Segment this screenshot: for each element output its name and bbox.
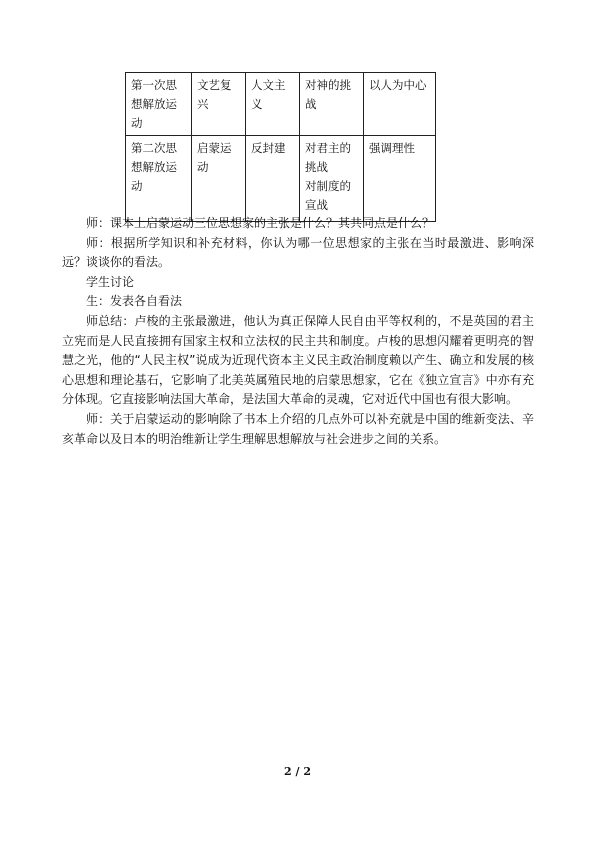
- comparison-table-container: [125, 72, 436, 222]
- table-cell: 反封建: [246, 136, 300, 222]
- table-cell: 对君主的挑战 对制度的宣战: [300, 136, 364, 222]
- table-cell: 文艺复兴: [192, 73, 246, 136]
- comparison-table: [125, 72, 436, 222]
- paragraph-student-response: 生：发表各自看法: [86, 294, 183, 309]
- table-cell: 对神的挑战: [300, 73, 364, 136]
- paragraph-teacher-question-2: 师：根据所学知识和补充材料，你认为哪一位思想家的主张在当时最激进、影响深远？谈谈你的看法。: [62, 235, 534, 270]
- table-cell: 启蒙运动: [192, 136, 246, 222]
- table-cell: 第一次思想解放运动: [126, 73, 192, 136]
- table-row: [126, 73, 436, 136]
- table-cell: 以人为中心: [364, 73, 436, 136]
- body-text: [62, 214, 534, 449]
- paragraph-teacher-supplement: 师：关于启蒙运动的影响除了书本上介绍的几点外可以补充就是中国的维新变法、辛亥革命以及日本的明治维新让学生理解思想解放与社会进步之间的关系。: [62, 411, 534, 446]
- paragraph-teacher-question-1: 师：课本上启蒙运动三位思想家的主张是什么？其共同点是什么？: [86, 216, 435, 230]
- table-cell: 人文主义: [246, 73, 300, 136]
- page-number: 2 / 2: [284, 765, 311, 778]
- paragraph-student-discussion: 学生讨论: [86, 274, 135, 289]
- table-row: [126, 136, 436, 222]
- paragraph-teacher-summary: 师总结：卢梭的主张最激进，他认为真正保障人民自由平等权利的，不是英国的君主立宪而是人民直接拥有国家主权和立法权的民主共和制度。卢梭的思想闪耀着更明亮的智慧之光，他的“人民主权”说成为近现代资本主义民主政治制度赖以产生、确立和发展的核心思想和理论基石，它影响了北美英属殖民地的启蒙思想家，它在《独立宣言》中亦有充分体现。它直接影响法国大革命，是法国大革命的灵魂，它对近代中国也有很大影响。: [62, 313, 534, 407]
- table-cell: 第二次思想解放运动: [126, 136, 192, 222]
- table-cell: 强调理性: [364, 136, 436, 222]
